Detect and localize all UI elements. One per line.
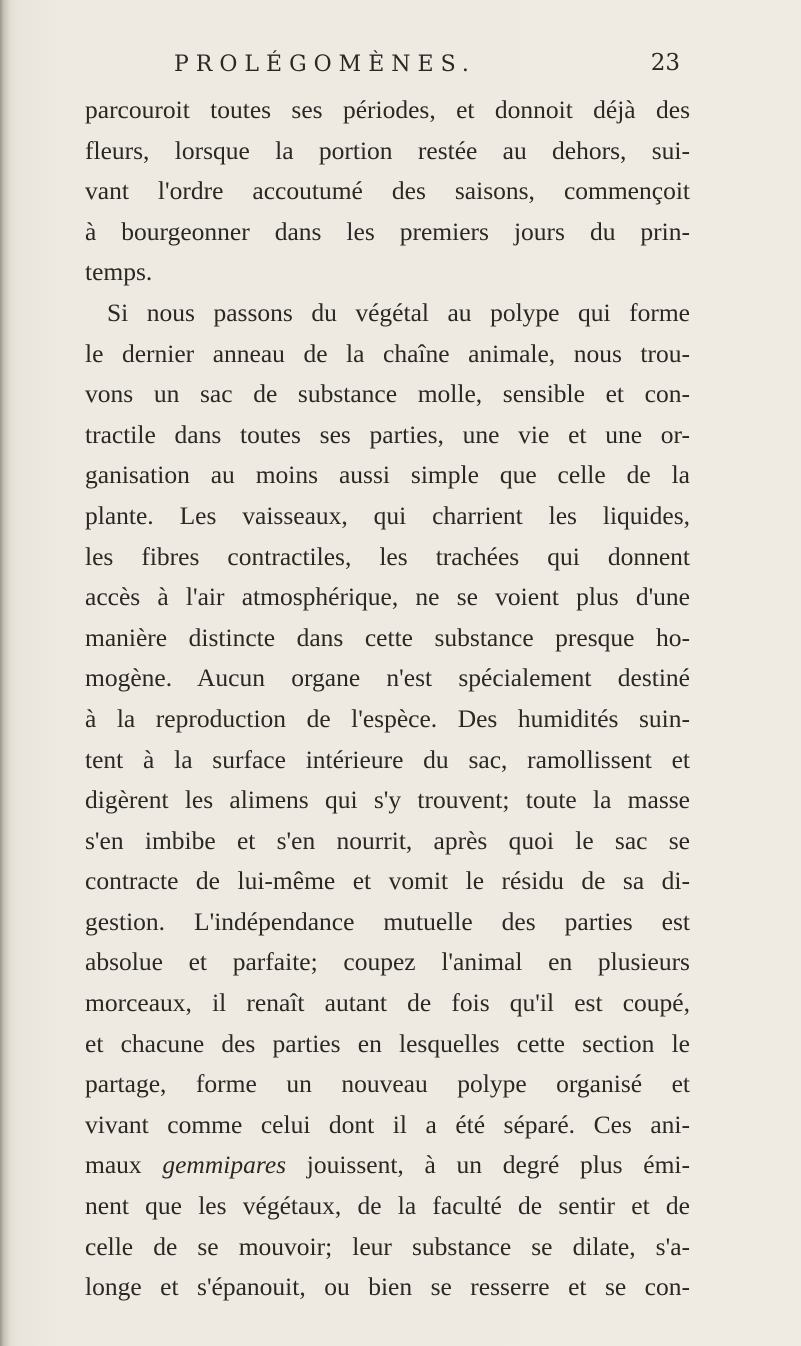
text-line: les fibres contractiles, les trachées qui donnent <box>85 541 690 571</box>
text-line: accès à l'air atmosphérique, ne se voient plus d'une <box>85 582 690 612</box>
text-line: tractile dans toutes ses parties, une vie et une or- <box>85 419 690 449</box>
text-line-italic <box>85 1145 690 1186</box>
text-line: le dernier anneau de la chaîne animale, nous trou- <box>85 338 690 368</box>
text-line: à bourgeonner dans les premiers jours du prin- <box>85 216 690 246</box>
body-text <box>85 90 690 1308</box>
text-line: vons un sac de substance molle, sensible et con- <box>85 379 690 409</box>
text-line: à la reproduction de l'espèce. Des humidités suin- <box>85 703 690 733</box>
text-line: s'en imbibe et s'en nourrit, après quoi le sac se <box>85 825 690 855</box>
text-line: digèrent les alimens qui s'y trouvent; toute la masse <box>85 785 690 815</box>
page-header <box>174 44 680 84</box>
text-line: tent à la surface intérieure du sac, ramollissent et <box>85 744 690 774</box>
text-line: parcouroit toutes ses périodes, et donnoit déjà des <box>85 95 690 124</box>
binding-shadow <box>0 0 10 1346</box>
text-line: mogène. Aucun organe n'est spécialement destiné <box>85 663 690 693</box>
text-line: temps. <box>85 257 153 287</box>
text-line: fleurs, lorsque la portion restée au dehors, sui- <box>85 135 690 165</box>
text-line: Si nous passons du végétal au polype qui forme <box>107 297 690 327</box>
text-run: maux <box>85 1150 163 1180</box>
running-head: PROLÉGOMÈNES. <box>174 52 476 77</box>
text-line: plante. Les vaisseaux, qui charrient les liquides, <box>85 500 690 530</box>
italic-term: gemmipares <box>162 1150 287 1180</box>
text-line: et chacune des parties en lesquelles cette section le <box>85 1028 690 1058</box>
text-line: nent que les végétaux, de la faculté de sentir et de <box>85 1191 690 1221</box>
text-line: morceaux, il renaît autant de fois qu'il est coupé, <box>85 988 690 1018</box>
text-line: longe et s'épanouit, ou bien se resserre et se con- <box>85 1272 690 1302</box>
text-line: partage, forme un nouveau polype organisé et <box>85 1069 690 1099</box>
text-line: absolue et parfaite; coupez l'animal en plusieurs <box>85 947 690 977</box>
paragraph-1 <box>85 90 690 293</box>
text-line: manière distincte dans cette substance presque ho- <box>85 622 690 652</box>
text-line: gestion. L'indépendance mutuelle des parties est <box>85 906 690 936</box>
paragraph-2 <box>85 293 690 1308</box>
text-line: celle de se mouvoir; leur substance se dilate, s'a- <box>85 1231 690 1261</box>
page-number: 23 <box>650 50 680 76</box>
text-line: contracte de lui-même et vomit le résidu de sa di- <box>85 866 690 896</box>
text-line: vivant comme celui dont il a été séparé. Ces ani- <box>85 1109 690 1139</box>
text-line: ganisation au moins aussi simple que celle de la <box>85 460 690 490</box>
text-run: jouissent, à un degré plus émi- <box>286 1150 690 1180</box>
text-line: vant l'ordre accoutumé des saisons, commençoit <box>85 176 690 206</box>
